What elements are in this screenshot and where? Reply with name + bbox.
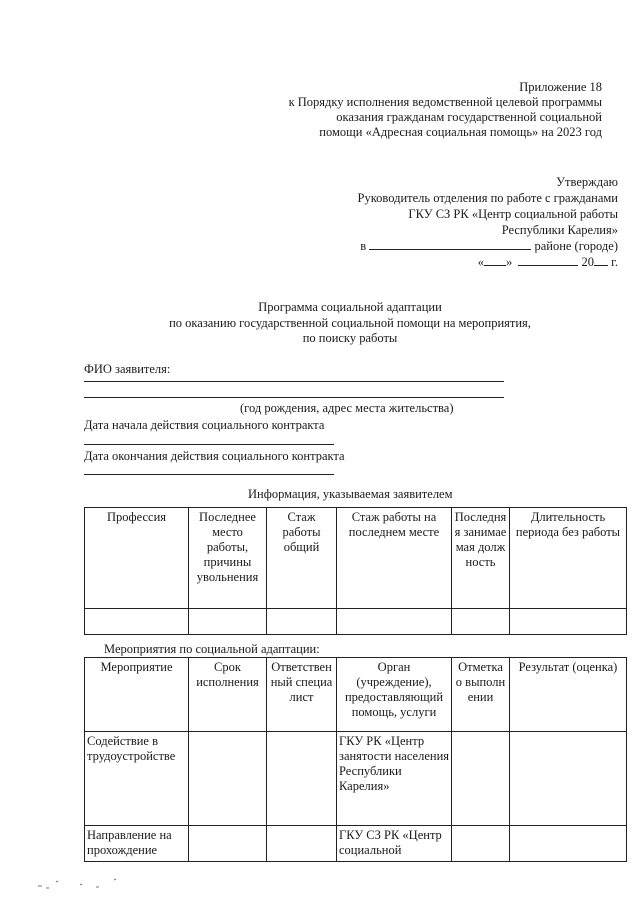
fio-input-line-2[interactable]	[84, 397, 504, 398]
table-header-row	[85, 508, 627, 609]
approval-date-line: « » 20 г.	[477, 255, 618, 269]
activity-table	[84, 657, 627, 862]
header-cell: Орган (учреждение), предоставляющий помощь, услуги	[337, 658, 452, 732]
organ-cell: ГКУ СЗ РК «Центр социальной	[337, 826, 452, 862]
fio-input-line-1[interactable]	[84, 381, 504, 382]
table-cell[interactable]	[267, 826, 337, 862]
table-cell[interactable]	[85, 609, 189, 635]
table-cell[interactable]	[267, 732, 337, 826]
approval-organization-cont: Республики Карелия»	[501, 223, 618, 237]
header-cell: Длительность периода без работы	[510, 508, 627, 609]
table-header-row	[85, 658, 627, 732]
activity-cell: Содействие в трудоустройстве	[85, 732, 189, 826]
activity-table-caption: Мероприятия по социальной адаптации:	[104, 642, 320, 656]
table-cell[interactable]	[510, 826, 627, 862]
header-cell: Стаж работы на последнем месте	[337, 508, 452, 609]
info-table	[84, 507, 627, 635]
program-title: Программа социальной адаптации по оказанию государственной социальной помощи на мероприятия, по поиску работы	[169, 300, 531, 345]
table-cell[interactable]	[452, 732, 510, 826]
approval-district-line: в районе (городе)	[360, 239, 618, 253]
table-cell[interactable]	[510, 609, 627, 635]
date-year-field[interactable]	[594, 254, 608, 266]
table-cell[interactable]	[452, 826, 510, 862]
contract-start-label: Дата начала действия социального контракта	[84, 418, 325, 432]
appendix-line: помощи «Адресная социальная помощь» на 2023 год	[319, 125, 602, 139]
approval-organization: ГКУ СЗ РК «Центр социальной работы	[408, 207, 618, 221]
header-cell: Мероприятие	[85, 658, 189, 732]
header-cell: Профессия	[85, 508, 189, 609]
scan-specks	[36, 868, 146, 892]
info-table-caption: Информация, указываемая заявителем	[248, 487, 453, 501]
table-cell[interactable]	[337, 609, 452, 635]
approval-position: Руководитель отделения по работе с гражданами	[357, 191, 618, 205]
table-row	[85, 826, 627, 862]
table-cell[interactable]	[267, 609, 337, 635]
contract-end-label: Дата окончания действия социального контракта	[84, 449, 345, 463]
table-row	[85, 609, 627, 635]
header-cell: Срок исполнения	[189, 658, 267, 732]
appendix-block	[250, 80, 602, 140]
header-cell: Последняя занимаемая должность	[452, 508, 510, 609]
organ-cell: ГКУ РК «Центр занятости населения Республики Карелия»	[337, 732, 452, 826]
district-field[interactable]	[369, 238, 531, 250]
fio-label: ФИО заявителя:	[84, 362, 171, 376]
approval-block	[300, 174, 618, 270]
header-cell: Последнее место работы, причины увольнения	[189, 508, 267, 609]
contract-end-field[interactable]	[84, 474, 334, 475]
table-row	[85, 732, 627, 826]
header-cell: Результат (оценка)	[510, 658, 627, 732]
table-cell[interactable]	[189, 732, 267, 826]
table-cell[interactable]	[452, 609, 510, 635]
date-day-field[interactable]	[484, 254, 506, 266]
activity-cell: Направление на прохождение	[85, 826, 189, 862]
header-cell: Ответственный специалист	[267, 658, 337, 732]
birth-address-caption: (год рождения, адрес места жительства)	[240, 401, 454, 415]
table-cell[interactable]	[189, 826, 267, 862]
header-cell: Отметка о выполнении	[452, 658, 510, 732]
approval-title: Утверждаю	[556, 175, 618, 189]
appendix-line: Приложение 18	[519, 80, 602, 94]
contract-start-field[interactable]	[84, 444, 334, 445]
appendix-line: оказания гражданам государственной социальной	[336, 110, 602, 124]
table-cell[interactable]	[189, 609, 267, 635]
appendix-line: к Порядку исполнения ведомственной целевой программы	[288, 95, 602, 109]
header-cell: Стаж работы общий	[267, 508, 337, 609]
table-cell[interactable]	[510, 732, 627, 826]
date-month-field[interactable]	[518, 254, 578, 266]
